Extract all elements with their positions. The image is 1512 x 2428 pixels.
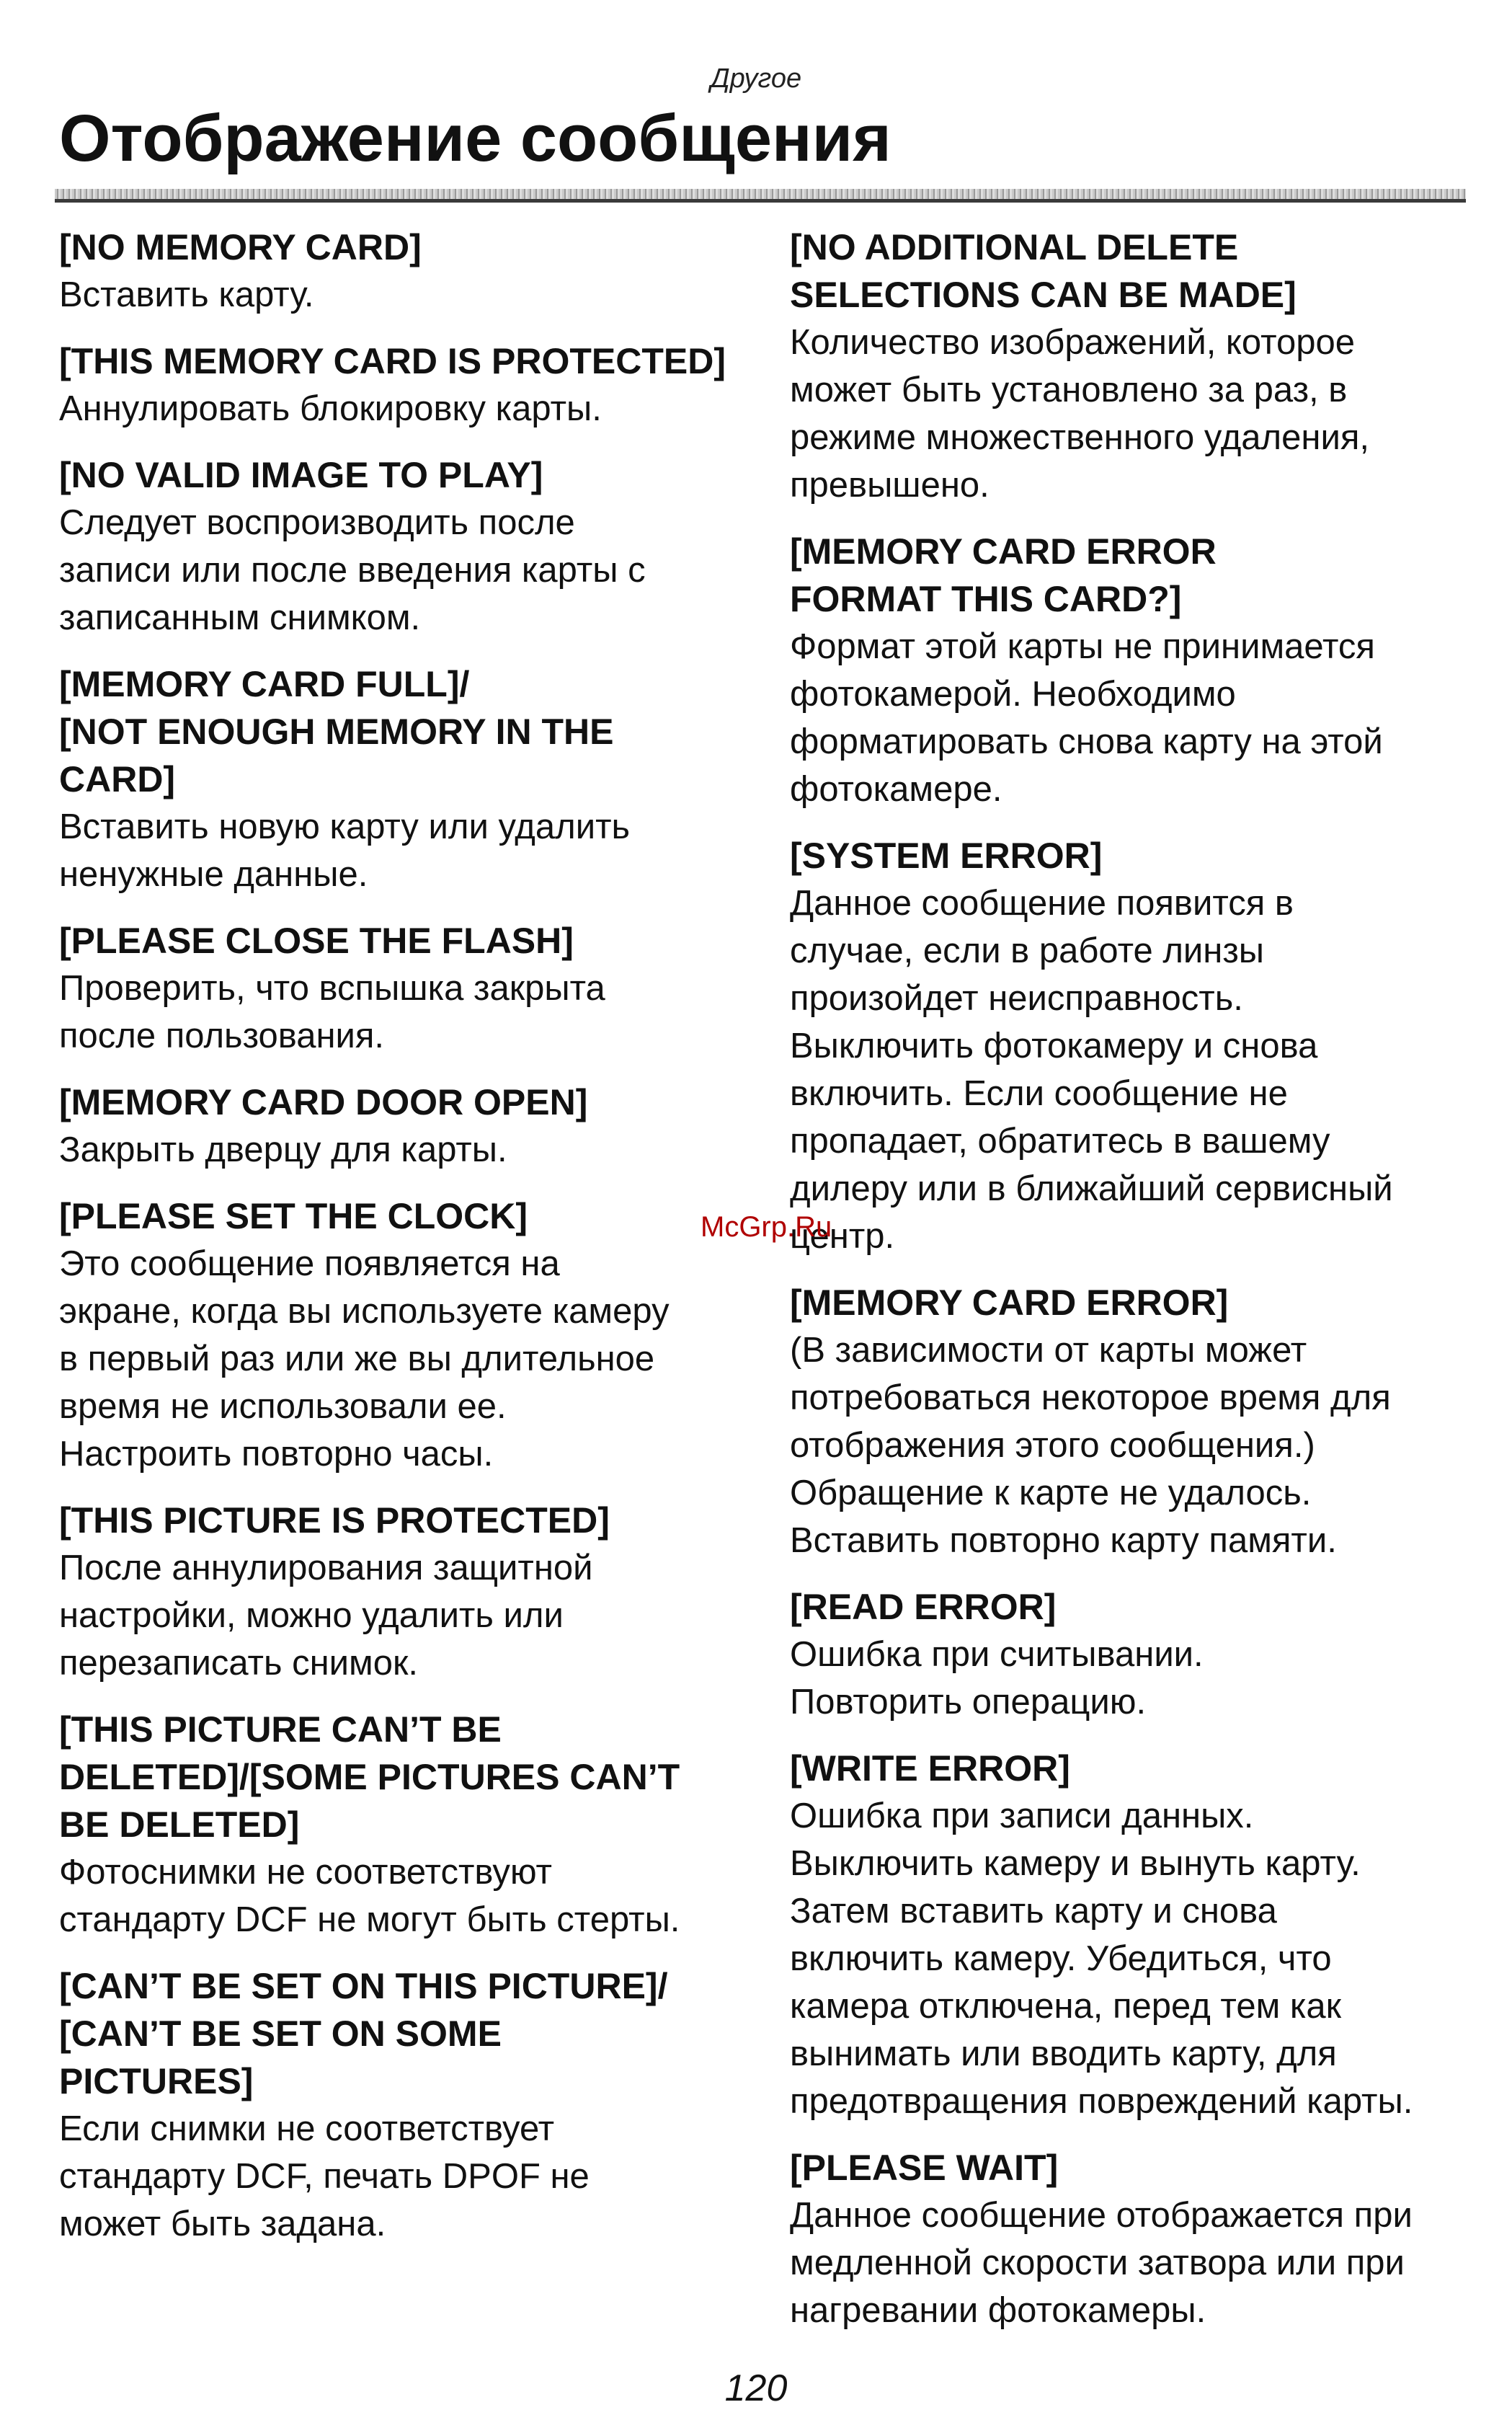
left-column (59, 223, 751, 2267)
page-title: Отображение сообщения (59, 102, 891, 175)
message-code: [PLEASE WAIT] (790, 2148, 1059, 2188)
message-description: Ошибка при записи данных. Выключить камеру и вынуть карту. Затем вставить карту и снова включить камеру. Убедиться, что камера отключена, перед тем как вынимать или вводить карту, для предотвращения повреждений карты. (790, 1796, 1413, 2121)
message-description: После аннулирования защитной настройки, можно удалить или перезаписать снимок. (59, 1548, 593, 1683)
message-code: [NO MEMORY CARD] (59, 227, 422, 267)
message-code: [MEMORY CARD FULL]/ [NOT ENOUGH MEMORY IN THE CARD] (59, 664, 614, 799)
message-entry (59, 1706, 751, 1944)
message-code: [THIS MEMORY CARD IS PROTECTED] (59, 341, 726, 381)
watermark-text: McGrp.Ru (701, 1211, 832, 1243)
message-code: [THIS PICTURE IS PROTECTED] (59, 1500, 610, 1541)
message-description: Аннулировать блокировку карты. (59, 389, 602, 428)
message-code: [SYSTEM ERROR] (790, 836, 1103, 876)
message-entry (790, 832, 1482, 1260)
message-code: [NO ADDITIONAL DELETE SELECTIONS CAN BE MADE] (790, 227, 1297, 315)
message-entry (59, 660, 751, 898)
page-number: 120 (724, 2367, 788, 2409)
message-entry (59, 917, 751, 1060)
message-entry (790, 223, 1482, 509)
message-entry (790, 1745, 1482, 2125)
message-description: Следует воспроизводить после записи или после введения карты с записанным снимком. (59, 503, 646, 637)
message-code: [THIS PICTURE CAN’T BE DELETED]/[SOME PICTURES CAN’T BE DELETED] (59, 1709, 680, 1845)
message-description: Вставить новую карту или удалить ненужные данные. (59, 807, 631, 894)
message-description: Закрыть дверцу для карты. (59, 1130, 507, 1169)
message-code: [PLEASE CLOSE THE FLASH] (59, 921, 574, 961)
message-entry (790, 1583, 1482, 1726)
message-code: [NO VALID IMAGE TO PLAY] (59, 455, 543, 495)
message-entry (59, 223, 751, 319)
message-entry (59, 337, 751, 433)
message-entry (59, 1497, 751, 1687)
message-entry (790, 528, 1482, 813)
message-description: Данное сообщение появится в случае, если в работе линзы произойдет неисправность. Выключить фотокамеру и снова включить. Если сообщение не пропадает, обратитесь в вашему дилеру или в ближайший сервисный центр. (790, 884, 1393, 1256)
message-description: Ошибка при считывании. Повторить операцию. (790, 1635, 1204, 1722)
message-description: Проверить, что вспышка закрыта после пользования. (59, 969, 605, 1055)
message-entry (790, 2144, 1482, 2334)
message-code: [READ ERROR] (790, 1587, 1057, 1627)
message-code: [MEMORY CARD DOOR OPEN] (59, 1082, 588, 1122)
section-label: Другое (710, 63, 802, 94)
message-entry (59, 1192, 751, 1478)
right-column (790, 223, 1482, 2353)
message-description: Формат этой карты не принимается фотокамерой. Необходимо форматировать снова карту на этой фотокамере. (790, 627, 1383, 809)
message-entry (59, 1962, 751, 2248)
message-code: [MEMORY CARD ERROR] (790, 1282, 1229, 1323)
message-code: [WRITE ERROR] (790, 1748, 1070, 1789)
message-code: [CAN’T BE SET ON THIS PICTURE]/ [CAN’T BE SET ON SOME PICTURES] (59, 1966, 668, 2101)
message-description: Если снимки не соответствует стандарту DCF, печать DPOF не может быть задана. (59, 2109, 590, 2243)
message-entry (59, 451, 751, 642)
title-divider (55, 189, 1466, 203)
message-code: [MEMORY CARD ERROR FORMAT THIS CARD?] (790, 531, 1217, 619)
message-description: Количество изображений, которое может быть установлено за раз, в режиме множественного удаления, превышено. (790, 323, 1369, 505)
message-entry (59, 1078, 751, 1174)
message-description: Это сообщение появляется на экране, когда вы используете камеру в первый раз или же вы длительное время не использовали ее. Настроить повторно часы. (59, 1244, 670, 1474)
message-entry (790, 1279, 1482, 1564)
message-description: Фотоснимки не соответствуют стандарту DCF не могут быть стерты. (59, 1853, 680, 1939)
message-description: (В зависимости от карты может потребоваться некоторое время для отображения этого сообщения.) Обращение к карте не удалось. Вставить повторно карту памяти. (790, 1331, 1391, 1560)
message-description: Вставить карту. (59, 275, 314, 314)
message-code: [PLEASE SET THE CLOCK] (59, 1196, 528, 1236)
message-description: Данное сообщение отображается при медленной скорости затвора или при нагревании фотокамеры. (790, 2196, 1413, 2330)
